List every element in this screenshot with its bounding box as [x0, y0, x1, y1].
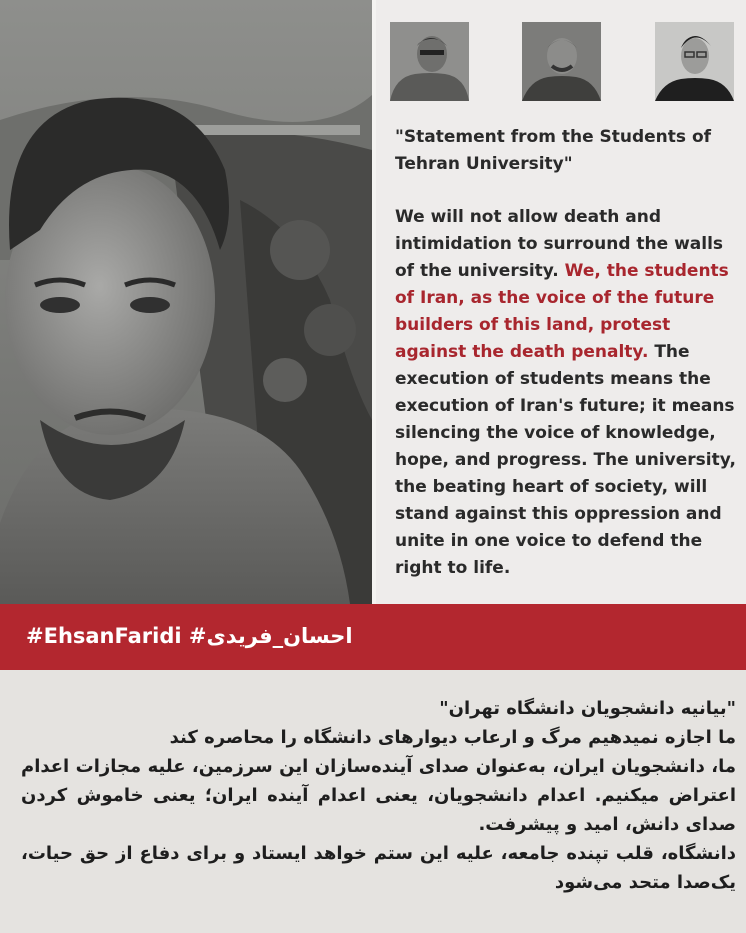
- student-thumbnail-1: [390, 22, 469, 101]
- persian-paragraph-1: ما، دانشجویان ایران، به‌عنوان صدای آینده‌سازان این سرزمین، علیه مجازات اعدام اعتراض میکنیم. اعدام دانشجویان، یعنی اعدام آینده ایران؛ یعنی خاموش کردن صدای دانش، امید و پیشرفت.: [21, 756, 736, 835]
- statement-rest: The execution of students means the execution of Iran's future; it means silencing the voice of knowledge, hope, and progress. The university, the beating heart of society, will stand against this oppression and unite in one voice to defend the right to life.: [395, 342, 736, 578]
- persian-line-1: ما اجازه نمیدهیم مرگ و ارعاب دیوارهای دانشگاه را محاصره کند: [169, 727, 736, 748]
- student-thumbnail-2: [522, 22, 601, 101]
- english-statement: [395, 124, 737, 582]
- persian-title: "بیانیه دانشجویان دانشگاه تهران": [439, 698, 736, 719]
- student-thumbnail-3: [655, 22, 734, 101]
- hashtag-banner: [0, 604, 746, 670]
- hashtag-text: #EhsanFaridi #احسان_فریدی: [26, 624, 353, 648]
- statement-highlight: We, the students of Iran, as the voice of the future builders of this land, protest against the death penalty.: [395, 261, 729, 362]
- persian-paragraph-2: دانشگاه، قلب تپنده جامعه، علیه این ستم خواهد ایستاد و برای دفاع از حق حیات، یک‌صدا متحد می‌شود: [21, 843, 736, 893]
- persian-statement: [21, 694, 736, 897]
- statement-intro: We will not allow death and intimidation to surround the walls of the university.: [395, 207, 724, 281]
- main-portrait-photo: [0, 0, 372, 604]
- statement-title: "Statement from the Students of Tehran University": [395, 127, 712, 174]
- statement-body: [395, 204, 737, 582]
